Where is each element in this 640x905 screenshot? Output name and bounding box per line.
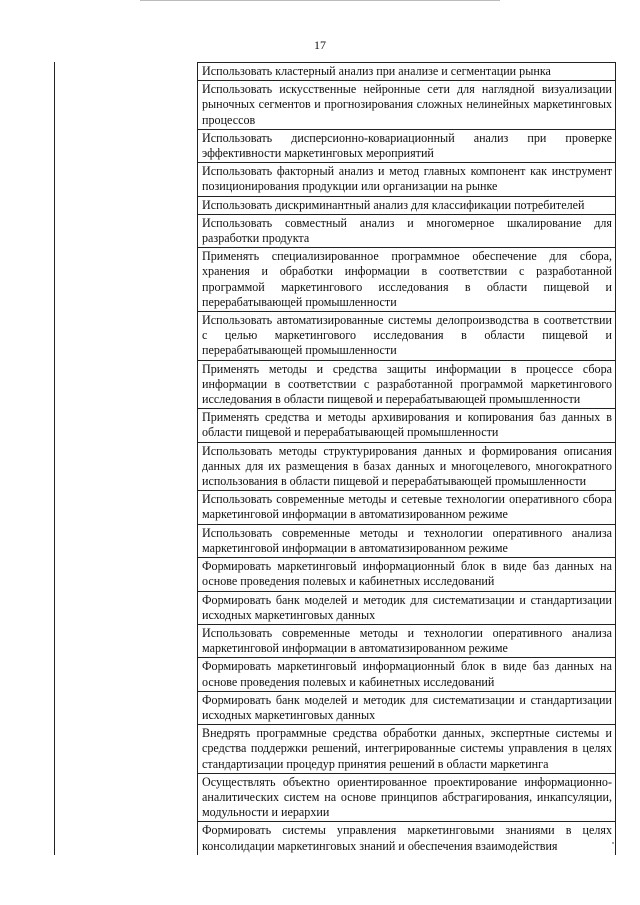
table-row: Использовать совместный анализ и многомерное шкалирование для разработки продукта — [198, 215, 616, 248]
table-row: Формировать маркетинговый информационный блок в виде баз данных на основе проведения полевых и кабинетных исследований — [198, 658, 616, 691]
table-right-column — [198, 62, 616, 855]
table-row: Использовать дискриминантный анализ для классификации потребителей — [198, 197, 616, 215]
page-number: 17 — [314, 38, 326, 52]
table-row: Использовать методы структурирования данных и формирования описания данных для их размещения в базах данных и многоцелевого, многократного использования в области пищевой и перерабатывающей промышленности — [198, 443, 616, 492]
table-row: Формировать маркетинговый информационный блок в виде баз данных на основе проведения полевых и кабинетных исследований — [198, 558, 616, 591]
table-row: Применять методы и средства защиты информации в процессе сбора информации в соответствии с разработанной программой маркетингового исследования в области пищевой и перерабатывающей промышленности — [198, 361, 616, 410]
scan-speck — [612, 842, 614, 844]
table-row: Использовать кластерный анализ при анализе и сегментации рынка — [198, 63, 616, 81]
table-row: Использовать современные методы и сетевые технологии оперативного сбора маркетинговой информации в автоматизированном режиме — [198, 491, 616, 524]
table-row: Использовать автоматизированные системы делопроизводства в соответствии с целью маркетингового исследования в области пищевой и перерабатывающей промышленности — [198, 312, 616, 361]
table-row: Применять специализированное программное обеспечение для сбора, хранения и обработки информации в соответствии с разработанной программой маркетингового исследования в области пищевой и перерабатывающей промышленности — [198, 248, 616, 312]
table-row: Формировать системы управления маркетинговыми знаниями в целях консолидации маркетинговых знаний и обеспечения взаимодействия — [198, 822, 616, 854]
table-row: Применять средства и методы архивирования и копирования баз данных в области пищевой и перерабатывающей промышленности — [198, 409, 616, 442]
table-row: Использовать дисперсионно-ковариационный анализ при проверке эффективности маркетинговых мероприятий — [198, 130, 616, 163]
table-row: Формировать банк моделей и методик для систематизации и стандартизации исходных маркетинговых данных — [198, 592, 616, 625]
table-row: Формировать банк моделей и методик для систематизации и стандартизации исходных маркетинговых данных — [198, 692, 616, 725]
table-row: Использовать современные методы и технологии оперативного анализа маркетинговой информации в автоматизированном режиме — [198, 525, 616, 558]
table-row: Осуществлять объектно ориентированное проектирование информационно-аналитических систем на основе принципов абстрагирования, инкапсуляции, модульности и иерархии — [198, 774, 616, 823]
table-row: Использовать искусственные нейронные сети для наглядной визуализации рыночных сегментов и прогнозирования сложных нелинейных маркетинговых процессов — [198, 81, 616, 130]
skills-table — [54, 62, 616, 855]
table-row: Использовать факторный анализ и метод главных компонент как инструмент позиционирования продукции или организации на рынке — [198, 163, 616, 196]
scan-top-edge — [140, 0, 500, 1]
table-row: Внедрять программные средства обработки данных, экспертные системы и средства поддержки решений, интегрированные системы управления в целях стандартизации процедур принятия решений в области маркетинга — [198, 725, 616, 774]
table-left-column — [54, 62, 198, 855]
table-row: Использовать современные методы и технологии оперативного анализа маркетинговой информации в автоматизированном режиме — [198, 625, 616, 658]
